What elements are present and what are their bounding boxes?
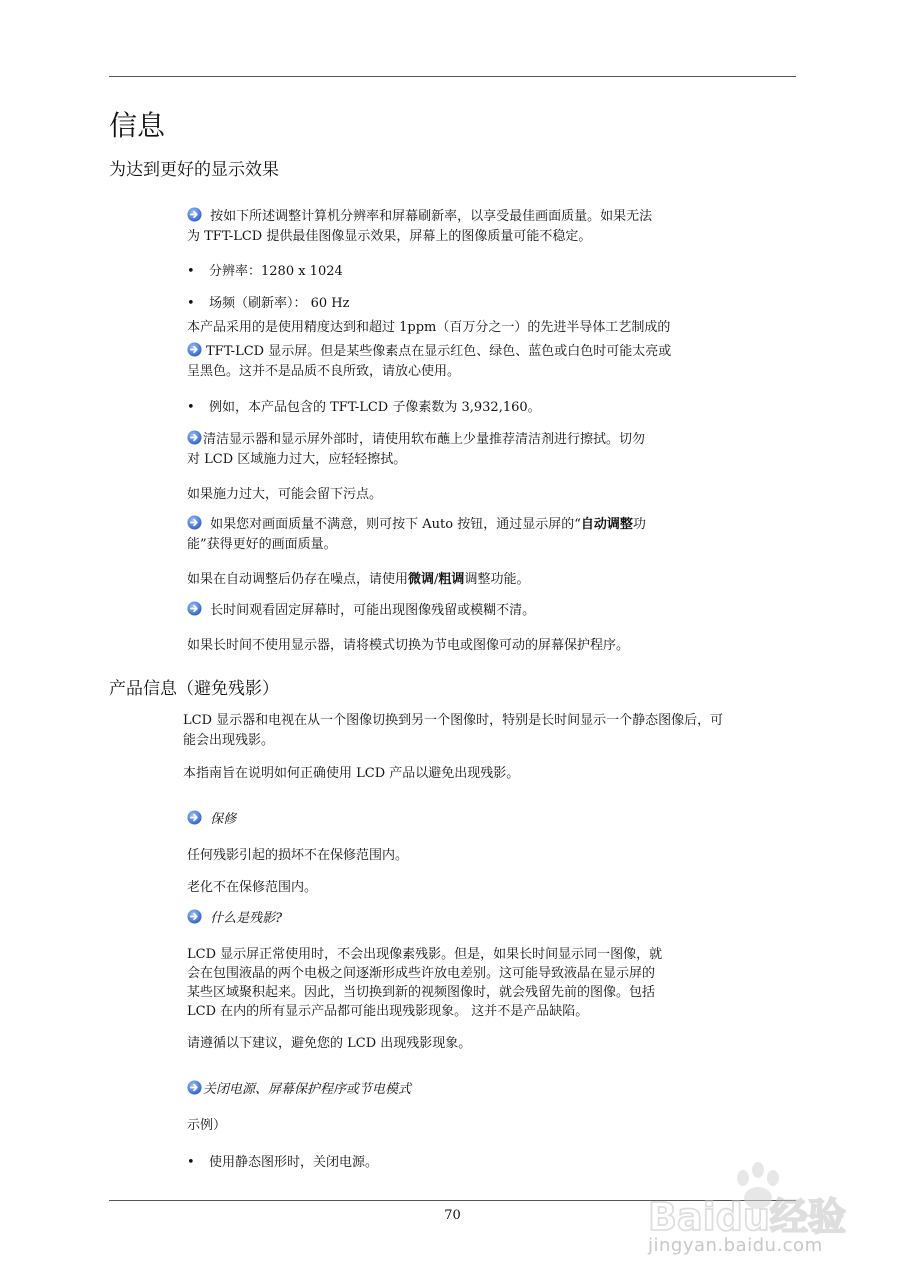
tip-auto-adjust: 如果您对画面质量不满意，则可按下 Auto 按钮，通过显示屏的“自动调整功 能”获得更好的画面质量。 <box>187 517 646 552</box>
power-title: 关闭电源、屏幕保护程序或节电模式 <box>187 1080 411 1100</box>
what-is-title: 什么是残影? <box>187 909 282 929</box>
arrow-circle-icon <box>187 1080 202 1095</box>
bullet: • <box>187 296 195 311</box>
arrow-circle-icon <box>187 909 202 924</box>
what-is-paragraph: LCD 显示屏正常使用时，不会出现像素残影。但是，如果长时间显示同一图像，就 会在包围液晶的两个电极之间逐渐形成些许放电差别。这可能导致液晶在显示屏的 某些区域聚积起来。因此，当切换到新的视频图像时，就会残留先前的图像。包括 LCD 在内的所有显示产品都可能出现残影现象。 这并不是产品缺陷。 <box>187 947 663 1019</box>
stain-note: 如果施力过大，可能会留下污点。 <box>187 487 383 502</box>
warranty-line-2: 老化不在保修范围内。 <box>187 880 318 895</box>
warranty-title: 保修 <box>187 810 236 830</box>
example-label: 示例） <box>187 1118 227 1133</box>
header-rule <box>109 76 796 77</box>
arrow-circle-icon <box>187 207 202 222</box>
bullet: • <box>187 400 195 415</box>
watermark-url: jingyan.baidu.com <box>648 1235 823 1256</box>
bullet-static: • 使用静态图形时，关闭电源。 <box>187 1153 378 1173</box>
screensaver-note: 如果长时间不使用显示器，请将模式切换为节电或图像可动的屏幕保护程序。 <box>187 638 630 653</box>
bullet: • <box>187 1155 195 1170</box>
arrow-circle-icon <box>187 515 202 530</box>
noise-note: 如果在自动调整后仍存在噪点，请使用微调/粗调调整功能。 <box>187 572 530 587</box>
arrow-circle-icon <box>187 601 202 616</box>
bullet-refresh: • 场频（刷新率）： 60 Hz <box>187 294 350 314</box>
bullet: • <box>187 264 195 279</box>
bullet-resolution: • 分辨率：1280 x 1024 <box>187 262 343 282</box>
section-heading-burnin: 产品信息（避免残影） <box>109 679 279 699</box>
arrow-circle-icon <box>187 342 202 357</box>
page-number: 70 <box>444 1208 461 1223</box>
burnin-intro: LCD 显示器和电视在从一个图像切换到另一个图像时，特别是长时间显示一个静态图像后，可 能会出现残影。 <box>183 713 724 748</box>
section-heading-display: 为达到更好的显示效果 <box>109 160 279 180</box>
warranty-line-1: 任何残影引起的损坏不在保修范围内。 <box>187 848 409 863</box>
tip-resolution: 按如下所述调整计算机分辨率和屏幕刷新率，以享受最佳画面质量。如果无法 为 TFT-LCD 提供最佳图像显示效果，屏幕上的图像质量可能不稳定。 <box>187 209 653 244</box>
guide-note: 本指南旨在说明如何正确使用 LCD 产品以避免出现残影。 <box>183 766 520 781</box>
tip-image-retention: 长时间观看固定屏幕时，可能出现图像残留或模糊不清。 <box>187 601 535 621</box>
follow-note: 请遵循以下建议，避免您的 LCD 出现残影现象。 <box>187 1036 472 1051</box>
page-title: 信息 <box>109 109 166 142</box>
bullet-subpixel: • 例如，本产品包含的 TFT-LCD 子像素数为 3,932,160。 <box>187 398 541 418</box>
watermark-brand: Baidu经验 <box>648 1195 846 1239</box>
arrow-circle-icon <box>187 430 202 445</box>
ppm-paragraph: 本产品采用的是使用精度达到和超过 1ppm（百万分之一）的先进半导体工艺制成的 TFT-LCD 显示屏。但是某些像素点在显示红色、绿色、蓝色或白色时可能太亮或 呈黑色。这并不是品质不良所致，请放心使用。 <box>187 320 672 379</box>
arrow-circle-icon <box>187 810 202 825</box>
tip-cleaning: 清洁显示器和显示屏外部时，请使用软布蘸上少量推荐清洁剂进行擦拭。切勿 对 LCD 区域施力过大，应轻轻擦拭。 <box>187 432 646 467</box>
